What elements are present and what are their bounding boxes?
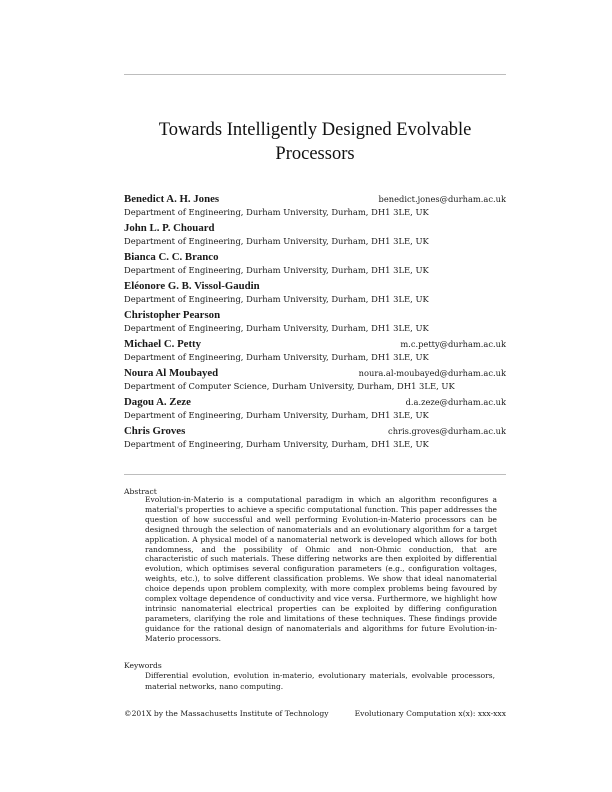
author-entry bbox=[124, 250, 506, 279]
author-header-line bbox=[124, 279, 506, 293]
page-footer bbox=[124, 709, 506, 719]
author-header-line bbox=[124, 221, 506, 235]
author-header-line bbox=[124, 192, 506, 206]
top-rule bbox=[124, 74, 506, 75]
keywords-text: Differential evolution, evolution in-materio, evolutionary materials, evolvable processors, material networks, nano computing. bbox=[145, 671, 495, 691]
author-email: noura.al-moubayed@durham.ac.uk bbox=[358, 368, 506, 378]
author-header-line bbox=[124, 308, 506, 322]
author-name: Bianca C. C. Branco bbox=[124, 251, 219, 263]
author-name: Michael C. Petty bbox=[124, 338, 202, 350]
author-affiliation: Department of Engineering, Durham University, Durham, DH1 3LE, UK bbox=[124, 265, 429, 275]
author-entry bbox=[124, 279, 506, 308]
author-email: d.a.zeze@durham.ac.uk bbox=[405, 397, 506, 407]
keywords-heading: Keywords bbox=[124, 661, 162, 670]
author-email: m.c.petty@durham.ac.uk bbox=[400, 339, 506, 349]
author-name: Chris Groves bbox=[124, 425, 186, 437]
author-name: John L. P. Chouard bbox=[124, 222, 215, 234]
author-affiliation: Department of Engineering, Durham University, Durham, DH1 3LE, UK bbox=[124, 352, 429, 362]
author-entry bbox=[124, 337, 506, 366]
author-header-line bbox=[124, 250, 506, 264]
journal-citation: Evolutionary Computation x(x): xxx-xxx bbox=[354, 709, 506, 718]
author-header-line bbox=[124, 395, 506, 409]
author-email: chris.groves@durham.ac.uk bbox=[388, 426, 506, 436]
author-affiliation: Department of Engineering, Durham University, Durham, DH1 3LE, UK bbox=[124, 207, 429, 217]
author-entry bbox=[124, 192, 506, 221]
author-entry bbox=[124, 221, 506, 250]
author-entry bbox=[124, 366, 506, 395]
author-entry bbox=[124, 395, 506, 424]
author-header-line bbox=[124, 366, 506, 380]
copyright-notice: ©201X by the Massachusetts Institute of Technology bbox=[124, 709, 329, 718]
author-name: Eléonore G. B. Vissol-Gaudin bbox=[124, 280, 260, 292]
author-affiliation: Department of Engineering, Durham University, Durham, DH1 3LE, UK bbox=[124, 323, 429, 333]
author-affiliation: Department of Engineering, Durham University, Durham, DH1 3LE, UK bbox=[124, 410, 429, 420]
author-entry bbox=[124, 308, 506, 337]
author-affiliation: Department of Engineering, Durham University, Durham, DH1 3LE, UK bbox=[124, 236, 429, 246]
author-affiliation: Department of Computer Science, Durham University, Durham, DH1 3LE, UK bbox=[124, 381, 455, 391]
author-header-line bbox=[124, 337, 506, 351]
author-name: Christopher Pearson bbox=[124, 309, 221, 321]
author-name: Noura Al Moubayed bbox=[124, 367, 219, 379]
paper-title: Towards Intelligently Designed Evolvable Processors bbox=[158, 120, 472, 164]
author-list bbox=[124, 192, 506, 453]
author-header-line bbox=[124, 424, 506, 438]
author-name: Dagou A. Zeze bbox=[124, 396, 191, 408]
author-email: benedict.jones@durham.ac.uk bbox=[378, 194, 506, 204]
abstract-text: Evolution-in-Materio is a computational paradigm in which an algorithm reconfigures a material's properties to achieve a specific computational function. This paper addresses the question of how successful and well performing Evolution-in-Materio processors can be designed through the selection of nanomaterials and an evolutionary algorithm for a target application. A physical model of a nanomaterial network is developed which allows for both randomness, and the possibility of Ohmic and non-Ohmic conduction, that are characteristic of such materials. These differing networks are then exploited by differential evolution, which optimises several configuration parameters (e.g., configuration voltages, weights, etc.), to solve different classification problems. We show that ideal nanomaterial choice depends upon problem complexity, with more complex problems being favoured by complex voltage dependence of conductivity and vice versa. Furthermore, we highlight how intrinsic nanomaterial electrical properties can be exploited by differing configuration parameters, clarifying the role and limitations of these techniques. These findings provide guidance for the rational design of nanomaterials and algorithms for future Evolution-in-Materio processors. bbox=[145, 495, 497, 643]
abstract-rule bbox=[124, 474, 506, 475]
author-name: Benedict A. H. Jones bbox=[124, 193, 220, 205]
author-affiliation: Department of Engineering, Durham University, Durham, DH1 3LE, UK bbox=[124, 294, 429, 304]
author-affiliation: Department of Engineering, Durham University, Durham, DH1 3LE, UK bbox=[124, 439, 429, 449]
author-entry bbox=[124, 424, 506, 453]
abstract-heading: Abstract bbox=[124, 487, 157, 496]
